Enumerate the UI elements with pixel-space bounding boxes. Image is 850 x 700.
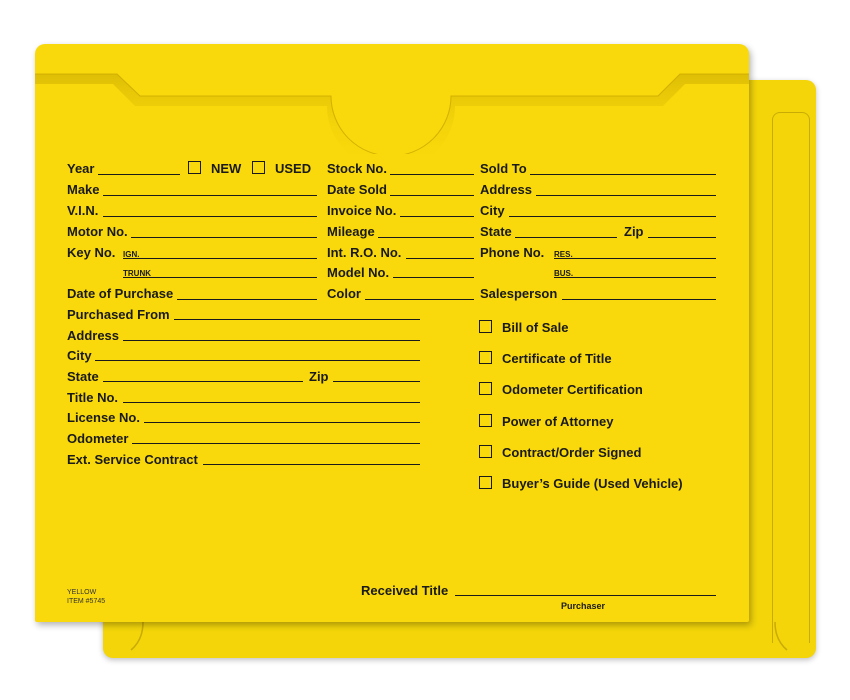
invoice-label: Invoice No.	[327, 203, 397, 218]
buyer-address-line[interactable]	[536, 195, 716, 196]
ext-service-label: Ext. Service Contract	[67, 452, 198, 467]
purchaser-label: Purchaser	[561, 601, 606, 611]
int-ro-line[interactable]	[406, 258, 474, 259]
power-of-attorney-label: Power of Attorney	[502, 414, 614, 429]
trunk-label: TRUNK	[123, 269, 151, 278]
zip-label: Zip	[309, 369, 329, 384]
trunk-line[interactable]	[123, 277, 317, 278]
item-number: ITEM #5745	[67, 598, 106, 605]
make-label: Make	[67, 182, 100, 197]
received-title-label: Received Title	[361, 583, 449, 598]
buyer-zip-label: Zip	[624, 224, 644, 239]
date-purchase-line[interactable]	[177, 299, 317, 300]
city-label: City	[67, 348, 92, 363]
buyer-zip-line[interactable]	[648, 237, 716, 238]
year-line[interactable]	[98, 174, 180, 175]
zip-line[interactable]	[333, 381, 420, 382]
date-sold-line[interactable]	[390, 195, 474, 196]
invoice-line[interactable]	[400, 216, 474, 217]
model-label: Model No.	[327, 265, 390, 280]
color-label: Color	[327, 286, 361, 301]
key-label: Key No.	[67, 245, 116, 260]
sold-to-line[interactable]	[530, 174, 716, 175]
salesperson-line[interactable]	[562, 299, 716, 300]
power-of-attorney-checkbox[interactable]	[479, 414, 492, 427]
ign-line[interactable]	[123, 258, 317, 259]
address-label: Address	[67, 328, 120, 343]
address-line[interactable]	[123, 340, 420, 341]
odometer-certification-checkbox[interactable]	[479, 382, 492, 395]
bill-of-sale-checkbox[interactable]	[479, 320, 492, 333]
color-line[interactable]	[365, 299, 474, 300]
state-label: State	[67, 369, 99, 384]
certificate-of-title-checkbox[interactable]	[479, 351, 492, 364]
motor-label: Motor No.	[67, 224, 128, 239]
sold-to-label: Sold To	[480, 161, 527, 176]
thumb-cut-pocket	[35, 44, 749, 154]
buyer-address-label: Address	[480, 182, 533, 197]
city-line[interactable]	[95, 360, 420, 361]
ign-label: IGN.	[123, 250, 140, 259]
mileage-line[interactable]	[378, 237, 474, 238]
new-checkbox[interactable]	[188, 161, 201, 174]
bus-line[interactable]	[554, 277, 716, 278]
buyers-guide-checkbox[interactable]	[479, 476, 492, 489]
purchased-from-line[interactable]	[174, 319, 420, 320]
item-color: YELLOW	[67, 589, 97, 596]
used-checkbox[interactable]	[252, 161, 265, 174]
bill-of-sale-label: Bill of Sale	[502, 320, 569, 335]
title-no-label: Title No.	[67, 390, 119, 405]
buyer-state-label: State	[480, 224, 512, 239]
buyer-state-line[interactable]	[515, 237, 617, 238]
date-purchase-label: Date of Purchase	[67, 286, 174, 301]
bus-label: BUS.	[554, 269, 574, 278]
contract-order-signed-checkbox[interactable]	[479, 445, 492, 458]
title-no-line[interactable]	[123, 402, 420, 403]
stock-label: Stock No.	[327, 161, 387, 176]
license-no-line[interactable]	[144, 422, 420, 423]
int-ro-label: Int. R.O. No.	[327, 245, 402, 260]
vehicle-folder-front	[35, 44, 749, 622]
res-label: RES.	[554, 250, 573, 259]
odometer-label: Odometer	[67, 431, 129, 446]
buyer-city-line[interactable]	[509, 216, 716, 217]
odometer-line[interactable]	[132, 443, 420, 444]
mileage-label: Mileage	[327, 224, 375, 239]
purchased-from-label: Purchased From	[67, 307, 170, 322]
salesperson-label: Salesperson	[480, 286, 558, 301]
make-line[interactable]	[103, 195, 317, 196]
ext-service-line[interactable]	[203, 464, 420, 465]
new-label: NEW	[211, 161, 242, 176]
license-no-label: License No.	[67, 410, 140, 425]
buyers-guide-label: Buyer’s Guide (Used Vehicle)	[502, 476, 683, 491]
date-sold-label: Date Sold	[327, 182, 387, 197]
certificate-of-title-label: Certificate of Title	[502, 351, 612, 366]
model-line[interactable]	[393, 277, 474, 278]
state-line[interactable]	[103, 381, 303, 382]
vin-label: V.I.N.	[67, 203, 99, 218]
used-label: USED	[275, 161, 312, 176]
year-label: Year	[67, 161, 95, 176]
buyer-city-label: City	[480, 203, 505, 218]
res-line[interactable]	[554, 258, 716, 259]
phone-label: Phone No.	[480, 245, 545, 260]
contract-order-signed-label: Contract/Order Signed	[502, 445, 642, 460]
stock-line[interactable]	[390, 174, 474, 175]
motor-line[interactable]	[131, 237, 317, 238]
received-title-line[interactable]	[455, 595, 716, 596]
odometer-certification-label: Odometer Certification	[502, 382, 643, 397]
vin-line[interactable]	[103, 216, 317, 217]
